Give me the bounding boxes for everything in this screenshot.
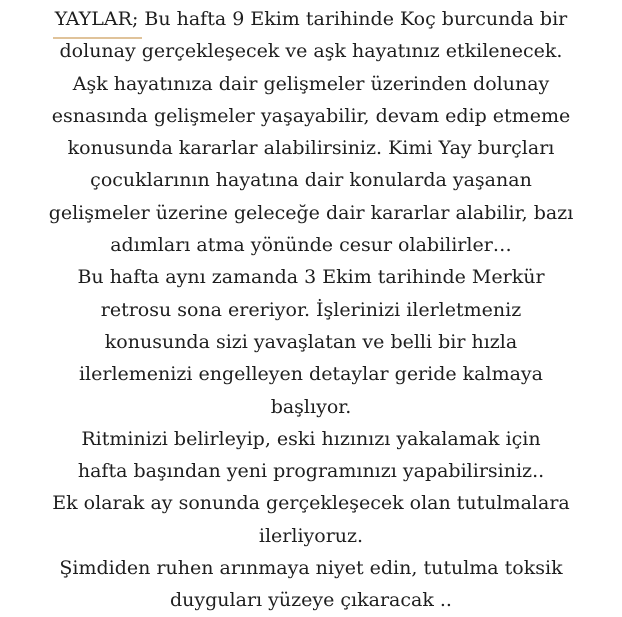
- article-line-19: duyguları yüzeye çıkaracak ..: [170, 589, 452, 612]
- article-line-6: çocuklarının hayatına dair konularda yaşanan: [90, 169, 532, 192]
- article-line-9: Bu hafta aynı zamanda 3 Ekim tarihinde Merkür: [77, 266, 545, 289]
- article-line-8: adımları atma yönünde cesur olabilirler…: [110, 234, 512, 257]
- article-line-13: başlıyor.: [270, 395, 352, 418]
- article-line-16: Ek olarak ay sonunda gerçekleşecek olan tutulmalara: [52, 492, 570, 515]
- horoscope-article: [0, 3, 622, 617]
- title-underline-decoration: [53, 37, 143, 39]
- article-line-4: esnasında gelişmeler yaşayabilir, devam edip etmeme: [51, 104, 571, 127]
- article-line-18: Şimdiden ruhen arınmaya niyet edin, tutulma toksik: [59, 557, 563, 580]
- sign-title: [55, 3, 139, 35]
- article-line-10: retrosu sona ereriyor. İşlerinizi ilerletmeniz: [100, 298, 522, 321]
- article-line-7: gelişmeler üzerine geleceğe dair kararlar alabilir, bazı: [48, 201, 574, 224]
- article-line-1: [0, 3, 622, 35]
- article-line-5: konusunda kararlar alabilirsiniz. Kimi Yay burçları: [67, 137, 555, 160]
- article-line-2: dolunay gerçekleşecek ve aşk hayatınız etkilenecek.: [59, 40, 563, 63]
- article-line-17: ilerliyoruz.: [258, 524, 364, 547]
- article-line-text: Bu hafta 9 Ekim tarihinde Koç burcunda bir: [138, 8, 568, 30]
- article-line-15: hafta başından yeni programınızı yapabilirsiniz..: [77, 460, 545, 483]
- sign-title-text: YAYLAR;: [54, 8, 139, 30]
- article-line-14: Ritminizi belirleyip, eski hızınızı yakalamak için: [81, 427, 541, 450]
- article-line-12: ilerlemenizi engelleyen detaylar geride kalmaya: [78, 363, 543, 386]
- article-line-3: Aşk hayatınıza dair gelişmeler üzerinden dolunay: [72, 72, 550, 95]
- article-line-11: konusunda sizi yavaşlatan ve belli bir hızla: [104, 330, 518, 353]
